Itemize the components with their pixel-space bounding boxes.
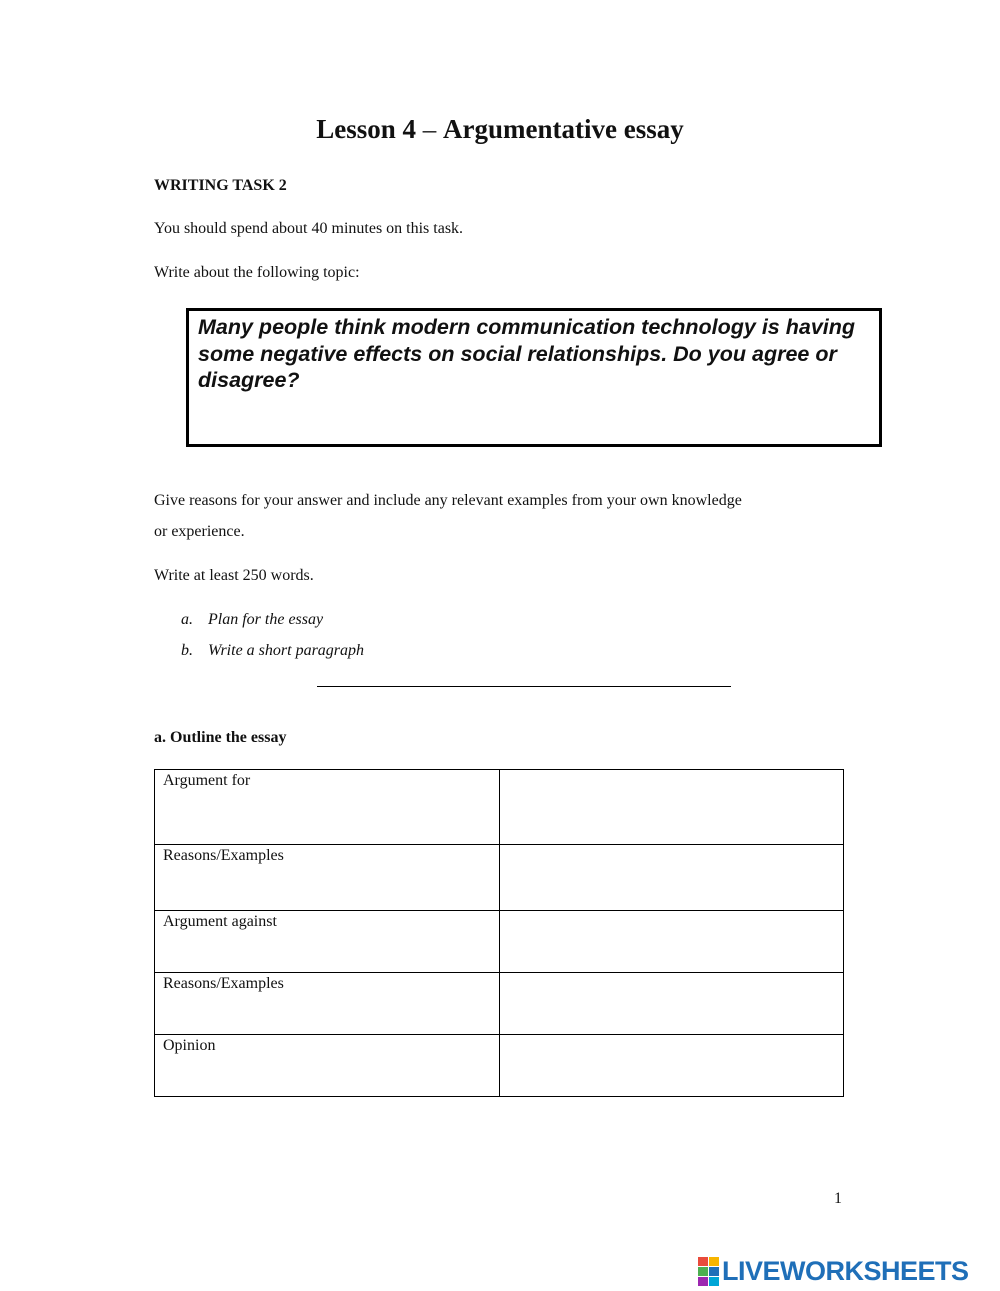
list-marker: a.	[181, 611, 193, 628]
page-title	[0, 112, 1000, 146]
answer-cell[interactable]	[499, 845, 844, 911]
table-row	[155, 770, 844, 845]
title-dash: –	[416, 114, 444, 144]
topic-intro: Write about the following topic:	[154, 264, 360, 281]
reasons-instruction-line1: Give reasons for your answer and include any relevant examples from your own knowledge	[154, 492, 742, 509]
title-lesson: Lesson 4	[316, 114, 417, 144]
word-count-instruction: Write at least 250 words.	[154, 567, 314, 584]
topic-question: Many people think modern communication technology is having some negative effects on social relationships. Do you agree or disagree?	[198, 315, 856, 392]
table-row	[155, 845, 844, 911]
outline-heading: a. Outline the essay	[154, 729, 287, 746]
row-label: Reasons/Examples	[155, 973, 500, 1035]
list-item	[181, 641, 481, 661]
logo-block	[709, 1277, 719, 1286]
table-row	[155, 973, 844, 1035]
table-row	[155, 1035, 844, 1097]
list-item	[181, 610, 481, 630]
divider-line	[317, 686, 731, 687]
answer-cell[interactable]	[499, 973, 844, 1035]
logo-block	[698, 1267, 708, 1276]
logo-block	[709, 1267, 719, 1276]
reasons-instruction-line2: or experience.	[154, 523, 245, 540]
answer-cell[interactable]	[499, 770, 844, 845]
logo-text: LIVEWORKSHEETS	[722, 1256, 969, 1286]
logo-block	[709, 1257, 719, 1266]
outline-table	[154, 769, 844, 1097]
logo-block	[698, 1257, 708, 1266]
list-text: Plan for the essay	[208, 611, 324, 628]
logo-block	[698, 1277, 708, 1286]
table-row	[155, 911, 844, 973]
list-text: Write a short paragraph	[208, 642, 365, 659]
logo-icon	[698, 1257, 719, 1286]
title-subject: Argumentative essay	[443, 114, 684, 144]
answer-cell[interactable]	[499, 1035, 844, 1097]
row-label: Opinion	[155, 1035, 500, 1097]
row-label: Argument for	[155, 770, 500, 845]
page-number: 1	[834, 1190, 842, 1207]
time-instruction: You should spend about 40 minutes on this task.	[154, 220, 464, 237]
liveworksheets-logo[interactable]	[698, 1256, 994, 1286]
row-label: Reasons/Examples	[155, 845, 500, 911]
topic-box	[186, 308, 882, 447]
row-label: Argument against	[155, 911, 500, 973]
task-heading: WRITING TASK 2	[154, 177, 287, 194]
answer-cell[interactable]	[499, 911, 844, 973]
list-marker: b.	[181, 642, 193, 659]
